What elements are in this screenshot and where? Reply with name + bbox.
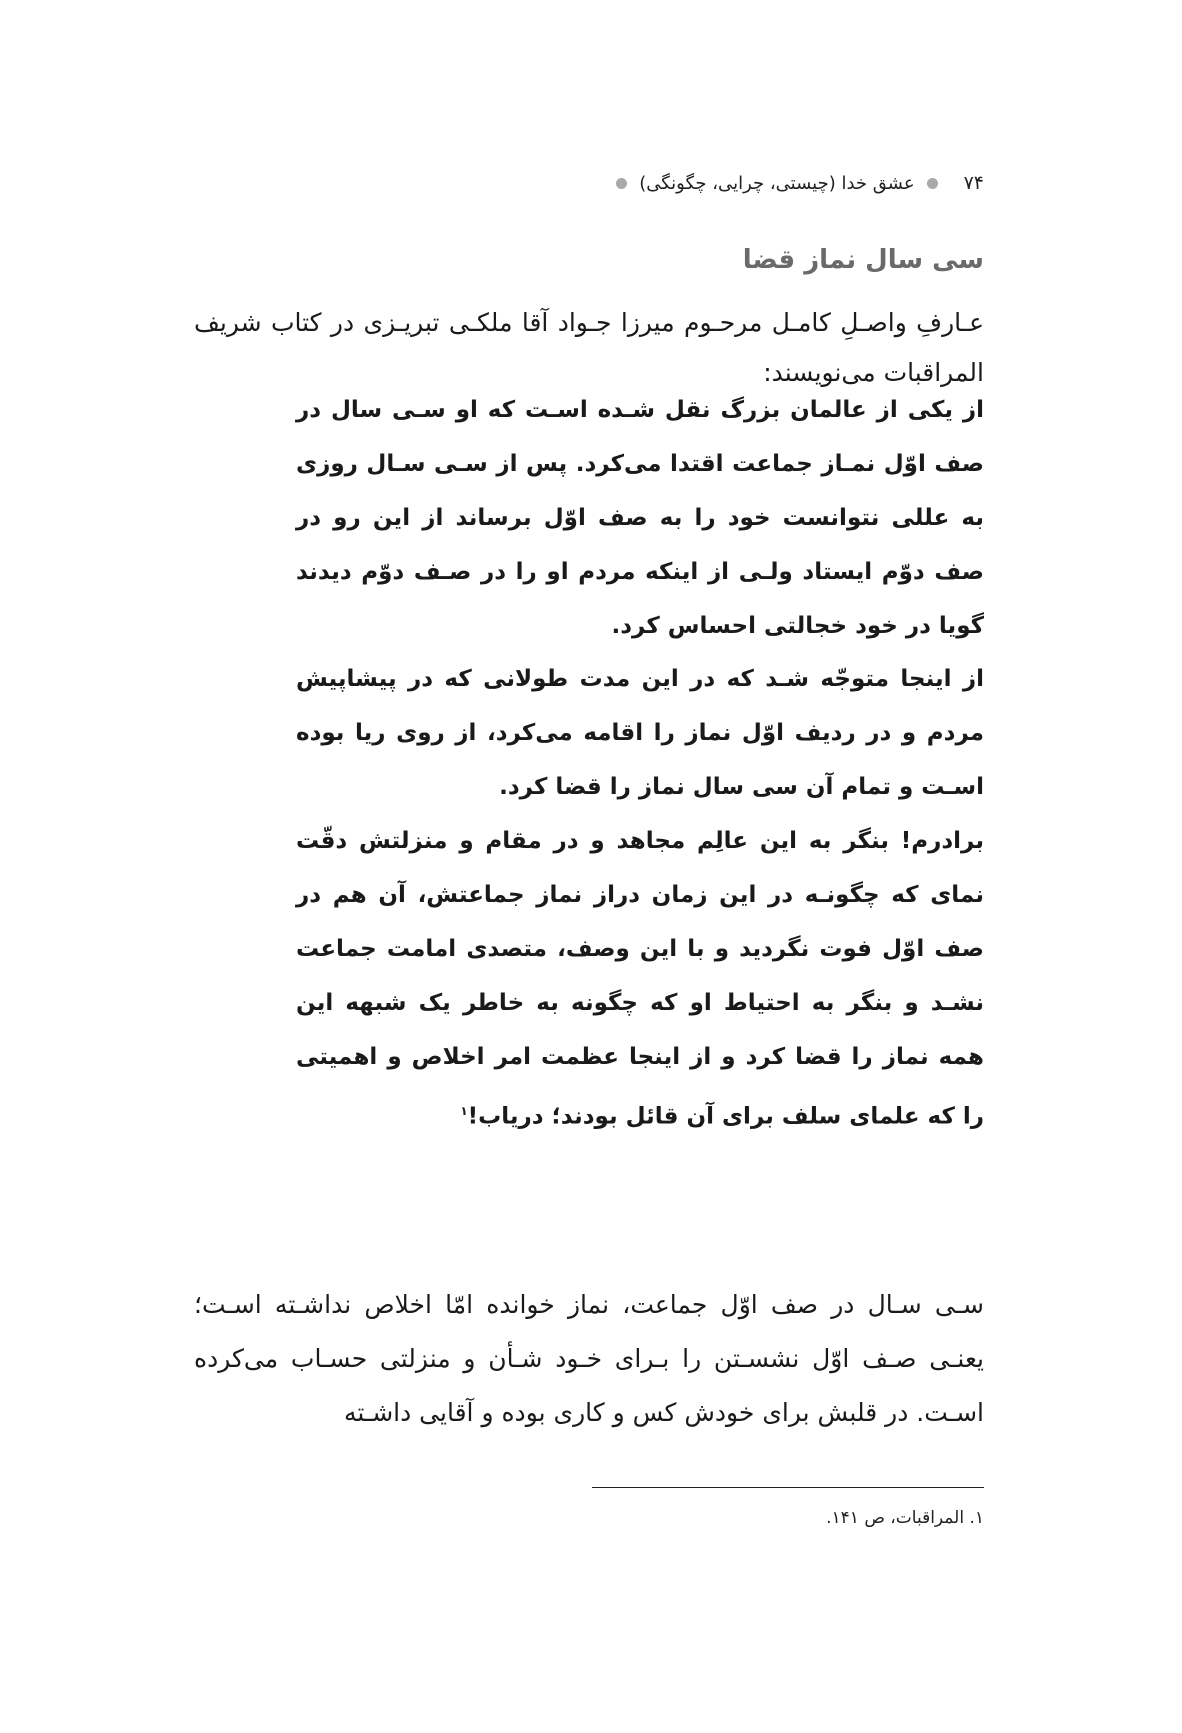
bullet-dot-icon <box>927 178 938 189</box>
quote-paragraph <box>296 814 984 1144</box>
quote-paragraph: از اینجا متوجّه شـد که در این مدت طولانی که در پیشاپیش مردم و در ردیف اوّل نماز را اقامه می‌کرد، از روی ریا بوده اسـت و تمام آن سی سال نماز را قضا کرد. <box>296 666 984 800</box>
bullet-dot-icon <box>616 178 627 189</box>
intro-paragraph: عـارفِ واصـلِ کامـل مرحـوم میرزا جـواد آقا ملکـی تبریـزی در کتاب شریف المراقبات می‌نویسند: <box>194 308 984 387</box>
quote-text: برادرم! بنگر به این عالِم مجاهد و در مقام و منزلتش دقّت نمای که چگونـه در این زمان دراز نماز جماعتش، آن هم در صف اوّل فوت نگردید و با این وصف، متصدی امامت جماعت نشـد و بنگر به احتیاط او که چگونه به خاطر یک شبهه این همه نماز را قضا کرد و از اینجا عظمت امر اخلاص و اهمیتی را که علمای سلف برای آن قائل بودند؛ دریاب! <box>296 828 984 1130</box>
quote-paragraph: از یکی از عالمان بزرگ نقل شـده اسـت که او سـی سال در صف اوّل نمـاز جماعت اقتدا می‌کرد. پس از سـی سـال روزی به عللی نتوانست خود را به صف اوّل برساند از این رو در صف دوّم ایستاد ولـی از اینکه مردم او را در صـف دوّم دیدند گویا در خود خجالتی احساس کرد. <box>296 397 984 639</box>
section-heading: سی سال نماز قضا <box>742 245 984 275</box>
footnote-marker[interactable]: ۱ <box>460 1104 468 1118</box>
footnote-divider <box>592 1487 984 1488</box>
footnote: ۱. المراقبات، ص ۱۴۱. <box>826 1508 984 1528</box>
running-header <box>616 172 984 194</box>
body-paragraph: سـی سـال در صف اوّل جماعت، نماز خوانده امّا اخلاص نداشـته اسـت؛ یعنـی صـف اوّل نشسـتن را بـرای خـود شـأن و منزلتی حسـاب می‌کرده اسـت. در قلبش برای خودش کس و کاری بوده و آقایی داشـته <box>194 1290 984 1427</box>
book-title: عشق خدا (چیستی، چرایی، چگونگی) <box>639 172 915 194</box>
page-number: ۷۴ <box>963 172 984 194</box>
